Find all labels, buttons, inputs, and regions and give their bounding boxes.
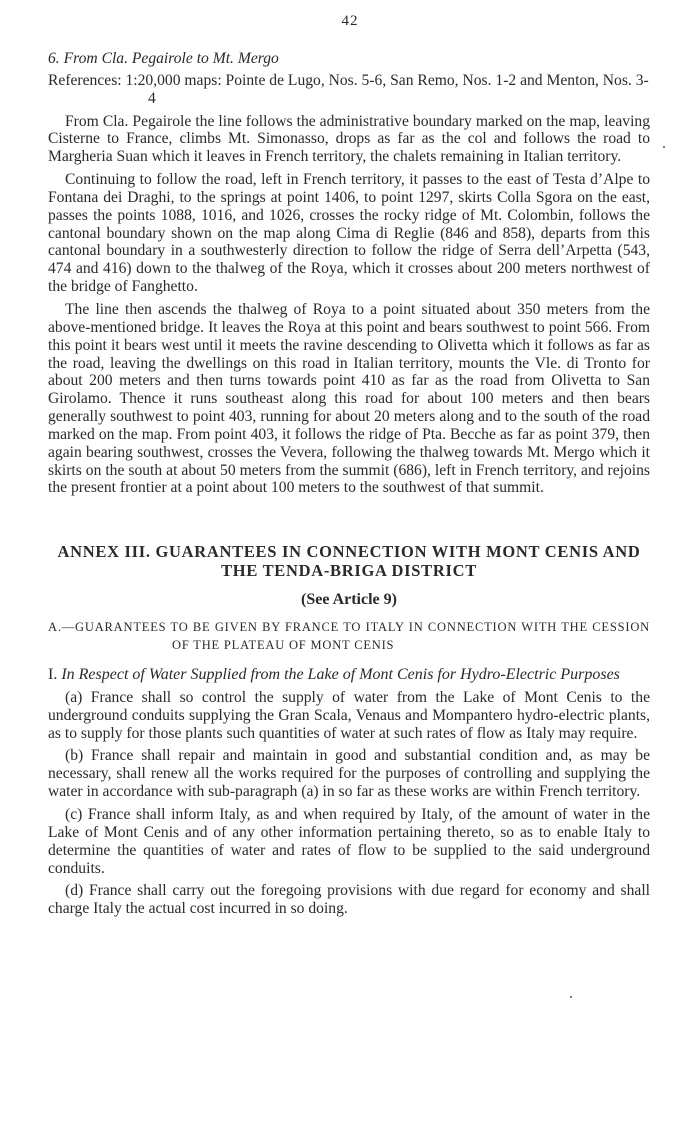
item-number: I.: [48, 666, 58, 684]
annex-subheading: A.—GUARANTEES TO BE GIVEN BY FRANCE TO ITALY IN CONNECTION WITH THE CESSION OF THE PLATEAU OF MONT CENIS: [48, 620, 650, 653]
article-reference: (See Article 9): [301, 591, 397, 609]
paragraph: (b) France shall repair and maintain in good and substantial condition and, as may be necessary, shall renew all the works required for the purposes of controlling and supplying the water in accordance with sub-paragraph (a) in so far as these works are within French territory.: [48, 747, 650, 801]
scan-speck: [663, 146, 665, 148]
page-content: [48, 50, 650, 918]
paragraph: From Cla. Pegairole the line follows the administrative boundary marked on the map, leaving Cisterne to France, climbs Mt. Simonasso, drops as far as the col and follows the road to Margheria Suan which it leaves in French territory, the chalets remaining in Italian territory.: [48, 112, 650, 166]
annex-title: ANNEX III. GUARANTEES IN CONNECTION WITH MONT CENIS AND THE TENDA-BRIGA DISTRICT: [57, 542, 641, 581]
paragraph: (d) France shall carry out the foregoing provisions with due regard for economy and shall charge Italy the actual cost incurred in so doing.: [48, 882, 650, 918]
map-references: References: 1:20,000 maps: Pointe de Lugo, Nos. 5-6, San Remo, Nos. 1-2 and Menton, Nos. 3-4: [48, 71, 649, 107]
scan-speck: [570, 996, 572, 998]
paragraph: The line then ascends the thalweg of Roya to a point situated about 350 meters from the above-mentioned bridge. It leaves the Roya at this point and bears southwest to point 566. From this point it bears west until it meets the ravine descending to Olivetta which it follows as far as the road, leaving the dwellings on this road in Italian territory, mounts the Vle. di Tronto for about 200 meters and then turns towards point 410 as far as the road from Olivetta to San Girolamo. Thence it runs southeast along this road for about 100 meters and then bears generally southwest to point 403, running for about 20 meters along and to the south of the road marked on the map. From point 403, it follows the ridge of Pta. Becche as far as point 379, then again bearing southwest, crosses the Vevera, following the thalweg towards Mt. Mergo which it skirts on the south at about 50 meters from the summit (686), left in French territory, and rejoins the present frontier at a point about 100 meters to the southwest of that summit.: [48, 300, 650, 497]
item-heading: [48, 666, 650, 684]
page-number: 42: [341, 13, 359, 29]
section-heading: 6. From Cla. Pegairole to Mt. Mergo: [48, 50, 279, 67]
paragraph: (a) France shall so control the supply of water from the Lake of Mont Cenis to the underground conduits supplying the Gran Scala, Venaus and Mompantero hydro-electric plants, as to supply for those plants such quantities of water at such rates of flow as Italy may require.: [48, 688, 650, 742]
paragraph: Continuing to follow the road, left in French territory, it passes to the east of Testa d’Alpe to Fontana dei Draghi, to the springs at point 1406, to point 1297, skirts Colla Sgora on the east, passes the points 1088, 1016, and 1026, crosses the rocky ridge of Mt. Colombin, follows the cantonal boundary shown on the map along Cima di Reglie (846 and 858), departs from this cantonal boundary in a southwesterly direction to follow the ridge of Serra dell’Arpetta (543, 474 and 416) down to the thalweg of the Roya, which it crosses about 200 meters northwest of the bridge of Fanghetto.: [48, 171, 650, 296]
item-title: In Respect of Water Supplied from the Lake of Mont Cenis for Hydro-Electric Purposes: [61, 666, 620, 684]
paragraph: (c) France shall inform Italy, as and when required by Italy, of the amount of water in the Lake of Mont Cenis and of any other information pertaining thereto, so as to enable Italy to determine the quantities of water and rates of flow to be supplied to the said underground conduits.: [48, 806, 650, 877]
